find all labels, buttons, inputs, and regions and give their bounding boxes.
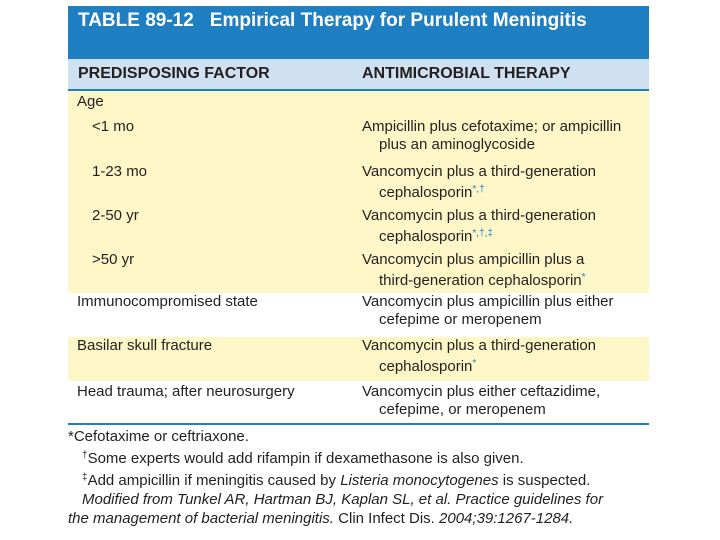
source-citation-line1: Modified from Tunkel AR, Hartman BJ, Kaplan SL, et al. Practice guidelines for [82, 491, 604, 508]
therapy-gt50yr-line1: Vancomycin plus ampicillin plus a [362, 251, 585, 268]
therapy-head-trauma-line1: Vancomycin plus either ceftazidime, [362, 383, 601, 400]
table-row-head-trauma [68, 381, 649, 423]
factor-head-trauma: Head trauma; after neurosurgery [77, 383, 295, 400]
footnote-cefotaxime: *Cefotaxime or ceftriaxone. [68, 428, 249, 445]
therapy-2-50yr-line2: cephalosporin [379, 228, 473, 245]
therapy-head-trauma-line2: cefepime, or meropenem [379, 401, 546, 418]
citation-journal: Clin Infect Dis. [333, 510, 435, 527]
therapy-lt1mo-line1: Ampicillin plus cefotaxime; or ampicillin [362, 118, 622, 135]
table-title [68, 6, 649, 59]
source-citation-line2 [68, 509, 668, 528]
table-row-immunocompromised [68, 293, 649, 337]
factor-immunocompromised: Immunocompromised state [77, 293, 258, 310]
footnote-rifampin-text: Some experts would add rifampin if dexamethasone is also given. [87, 450, 524, 467]
therapy-2-50yr [362, 207, 649, 251]
table-row-lt1mo [68, 113, 649, 163]
footnote-marker: *,†,‡ [472, 228, 493, 239]
footnote-listeria [68, 468, 668, 490]
table-header-row [68, 59, 649, 91]
factor-age: Age [77, 93, 104, 110]
therapy-immunocompromised-line2: cefepime or meropenem [379, 311, 542, 328]
therapy-gt50yr [362, 251, 649, 291]
age-group [68, 91, 649, 113]
therapy-immunocompromised-line1: Vancomycin plus ampicillin plus either [362, 293, 614, 310]
table-row-1-23mo [68, 163, 649, 207]
table-row-2-50yr [68, 207, 649, 251]
factor-lt1mo: <1 mo [92, 118, 135, 135]
factor-basilar-skull-fracture: Basilar skull fracture [77, 337, 213, 354]
factor-2-50yr: 2-50 yr [92, 207, 139, 224]
therapy-1-23mo [362, 163, 649, 207]
therapy-1-23mo-line2: cephalosporin [379, 184, 473, 201]
factor-1-23mo: 1-23 mo [92, 163, 148, 180]
table-footnotes [68, 427, 668, 528]
table-row-basilar-skull-fracture [68, 337, 649, 381]
therapy-lt1mo [362, 118, 649, 163]
organism-name: Listeria monocytogenes [340, 472, 499, 489]
therapy-table [68, 6, 649, 425]
footnote-listeria-post: is suspected. [498, 472, 591, 489]
header-predisposing-factor: PREDISPOSING FACTOR [78, 65, 270, 82]
citation-title: the management of bacterial meningitis. [68, 510, 334, 527]
table-bottom-rule [68, 423, 649, 425]
table-number: TABLE 89-12 [78, 10, 194, 31]
therapy-basilar-line1: Vancomycin plus a third-generation [362, 337, 597, 354]
footnote-listeria-pre: Add ampicillin if meningitis caused by [87, 472, 341, 489]
factor-gt50yr: >50 yr [92, 251, 135, 268]
footnote-marker: * [581, 272, 586, 283]
footnote-marker: *,† [472, 184, 485, 195]
footnote-marker: * [472, 358, 477, 369]
citation-reference: 2004;39:1267-1284. [434, 510, 574, 527]
footnote-rifampin [68, 446, 668, 468]
therapy-gt50yr-line2: third-generation cephalosporin [379, 272, 582, 289]
double-dagger-mark: ‡ [82, 472, 88, 483]
therapy-1-23mo-line1: Vancomycin plus a third-generation [362, 163, 597, 180]
therapy-2-50yr-line1: Vancomycin plus a third-generation [362, 207, 597, 224]
table-row-gt50yr [68, 251, 649, 293]
therapy-head-trauma [362, 383, 649, 423]
table-title-text: Empirical Therapy for Purulent Meningitis [209, 10, 587, 31]
therapy-basilar-skull-fracture [362, 337, 649, 381]
therapy-basilar-line2: cephalosporin [379, 358, 473, 375]
dagger-mark: † [82, 450, 88, 461]
therapy-lt1mo-line2: plus an aminoglycoside [379, 136, 535, 153]
therapy-immunocompromised [362, 293, 649, 337]
header-antimicrobial-therapy: ANTIMICROBIAL THERAPY [362, 65, 571, 82]
